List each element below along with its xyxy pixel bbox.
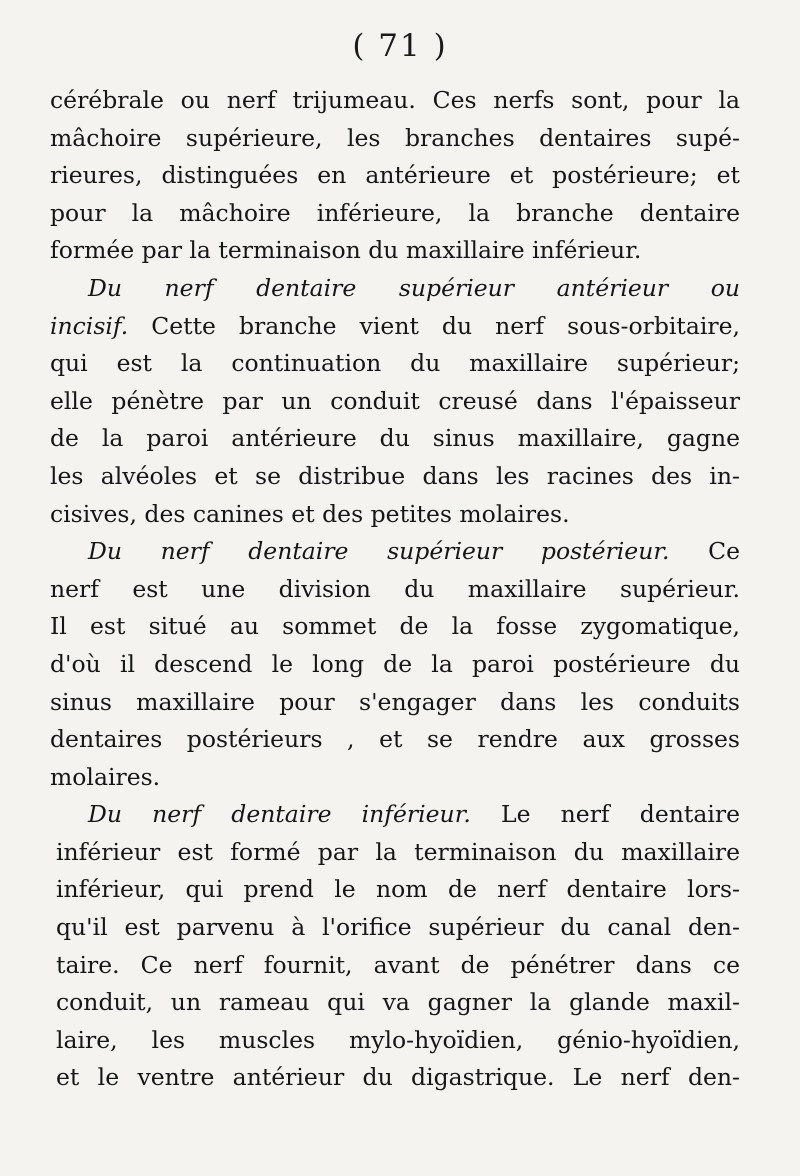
text-run: conduit, un rameau qui va gagner la glande maxil- xyxy=(56,988,740,1017)
text-line-4 xyxy=(50,195,740,233)
text-line-25 xyxy=(50,984,740,1022)
text-run: les alvéoles et se distribue dans les racines des in- xyxy=(50,461,740,490)
text-run: cérébrale ou nerf trijumeau. Ces nerfs sont, pour la xyxy=(50,86,740,114)
italic-heading: Du nerf dentaire supérieur antérieur ou xyxy=(88,273,740,302)
text-line-23 xyxy=(50,909,740,947)
text-line-3 xyxy=(50,157,740,195)
text-line-20 xyxy=(50,796,740,834)
text-run: Cette branche vient du nerf sous-orbitaire, xyxy=(128,311,740,340)
text-run: formée par la terminaison du maxillaire inférieur. xyxy=(50,236,642,265)
text-run: nerf est une division du maxillaire supérieur. xyxy=(50,574,740,603)
text-line-5 xyxy=(50,232,740,270)
text-line-10 xyxy=(50,420,740,458)
text-run: pour la mâchoire inférieure, la branche dentaire xyxy=(50,198,740,227)
text-line-27 xyxy=(50,1059,740,1097)
text-run: molaires. xyxy=(50,762,161,791)
text-line-12 xyxy=(50,496,740,534)
text-run: mâchoire supérieure, les branches dentaires supé- xyxy=(50,123,740,152)
text-run: d'où il descend le long de la paroi postérieure du xyxy=(50,649,740,678)
text-run: taire. Ce nerf fournit, avant de pénétrer dans ce xyxy=(56,950,740,979)
text-line-1 xyxy=(50,82,740,120)
text-run: de la paroi antérieure du sinus maxillaire, gagne xyxy=(50,424,740,453)
text-line-19 xyxy=(50,759,740,797)
text-line-26 xyxy=(50,1022,740,1060)
text-run: qui est la continuation du maxillaire supérieur; xyxy=(50,349,740,378)
italic-heading: Du nerf dentaire supérieur postérieur. xyxy=(88,537,670,566)
text-run: cisives, des canines et des petites molaires. xyxy=(50,499,570,528)
text-run: rieures, distinguées en antérieure et postérieure; et xyxy=(50,161,740,190)
text-line-8 xyxy=(50,345,740,383)
text-line-22 xyxy=(50,871,740,909)
text-run: elle pénètre par un conduit creusé dans l'épaisseur xyxy=(50,386,740,415)
text-line-15 xyxy=(50,608,740,646)
text-line-11 xyxy=(50,458,740,496)
body-text xyxy=(50,82,740,1097)
text-line-13 xyxy=(50,533,740,571)
text-line-24 xyxy=(50,947,740,985)
text-line-6 xyxy=(50,270,740,308)
text-run: qu'il est parvenu à l'orifice supérieur du canal den- xyxy=(56,913,740,942)
text-run: inférieur, qui prend le nom de nerf dentaire lors- xyxy=(56,875,740,904)
text-line-21 xyxy=(50,834,740,872)
page-number: ( 71 ) xyxy=(352,28,448,64)
text-line-16 xyxy=(50,646,740,684)
text-line-14 xyxy=(50,571,740,609)
text-run: et le ventre antérieur du digastrique. Le nerf den- xyxy=(56,1063,740,1092)
italic-heading: incisif. xyxy=(50,311,129,340)
text-run: laire, les muscles mylo-hyoïdien, génio-hyoïdien, xyxy=(56,1025,740,1054)
text-run: Ce xyxy=(669,537,740,566)
text-run: Il est situé au sommet de la fosse zygomatique, xyxy=(50,612,740,641)
text-line-9 xyxy=(50,383,740,421)
text-run: dentaires postérieurs , et se rendre aux grosses xyxy=(50,725,740,754)
text-run: inférieur est formé par la terminaison du maxillaire xyxy=(56,837,740,866)
text-line-18 xyxy=(50,721,740,759)
text-line-7 xyxy=(50,308,740,346)
italic-heading: Du nerf dentaire inférieur. xyxy=(88,800,471,829)
text-run: sinus maxillaire pour s'engager dans les conduits xyxy=(50,687,740,716)
text-line-2 xyxy=(50,120,740,158)
text-run: Le nerf dentaire xyxy=(470,800,740,829)
text-line-17 xyxy=(50,684,740,722)
